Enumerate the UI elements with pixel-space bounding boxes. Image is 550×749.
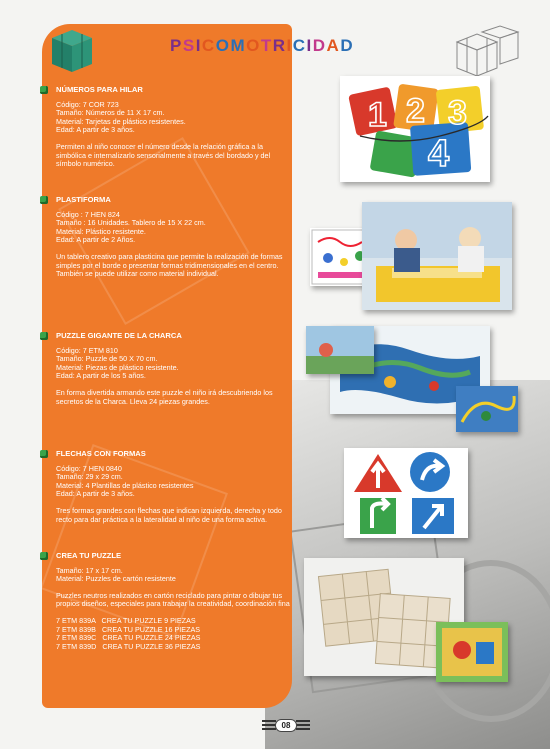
product-size: Tamaño: 29 x 29 cm. xyxy=(56,472,123,482)
product-image-puzzle-detail xyxy=(306,326,374,374)
product-heading-row xyxy=(40,450,290,459)
title-letter: D xyxy=(312,36,327,55)
product-heading: NÚMEROS PARA HILAR xyxy=(56,85,143,94)
product-description: Tres formas grandes con flechas que indican izquierda, derecha y todo recto para dar práctica a la lateralidad al niño de una forma activa. xyxy=(56,505,282,524)
title-letter: I xyxy=(286,36,293,55)
title-letter: C xyxy=(292,36,307,55)
product-heading: PUZZLE GIGANTE DE LA CHARCA xyxy=(56,331,182,340)
product-heading: PLASTIFORMA xyxy=(56,195,111,204)
title-letter: M xyxy=(230,36,247,55)
product-description: Permiten al niño conocer el número desde la relación gráfica a la simbólica e internalizarlo sensorialmente a través del bordado y del símbolo numérico. xyxy=(56,141,271,169)
page-number xyxy=(258,714,314,736)
product-material: Material: 4 Plantillas de plástico resistentes xyxy=(56,480,194,490)
title-letter: D xyxy=(340,36,355,55)
product-heading-row xyxy=(40,332,290,341)
green-cube-icon xyxy=(46,24,98,76)
product-age: Edad: A partir de los 5 años. xyxy=(56,371,146,381)
title-letter: O xyxy=(246,36,261,55)
product-age: Edad: A partir de 2 Años. xyxy=(56,235,136,245)
product-material: Material: Plástico resistente. xyxy=(56,226,146,236)
product-size: Tamaño: Puzzle de 50 X 70 cm. xyxy=(56,354,158,364)
product-image-numbers xyxy=(340,76,490,182)
product-heading-row xyxy=(40,552,290,561)
page-number-text: 08 xyxy=(275,719,298,732)
green-bullet-icon xyxy=(40,332,48,340)
title-letter: P xyxy=(170,36,183,55)
title-letter: T xyxy=(260,36,273,55)
title-letter: I xyxy=(195,36,202,55)
title-letter: S xyxy=(182,36,196,55)
product-body xyxy=(40,567,290,652)
title-letter: C xyxy=(201,36,216,55)
digit-2: 2 xyxy=(406,92,425,130)
product-section xyxy=(40,86,290,169)
green-bullet-icon xyxy=(40,86,48,94)
product-material: Material: Piezas de plástico resistente. xyxy=(56,362,179,372)
title-letter: R xyxy=(272,36,287,55)
title-letter: A xyxy=(326,36,341,55)
product-age: Edad: A partir de 3 años. xyxy=(56,125,135,135)
product-size: Tamaño: 17 x 17 cm. xyxy=(56,565,123,575)
product-material: Material: Tarjetas de plástico resistentes. xyxy=(56,116,186,126)
product-description: En forma divertida armando este puzzle el niño irá descubriendo los secretos de la Charca. Lleva 24 piezas grandes. xyxy=(56,387,273,406)
product-heading-row xyxy=(40,86,290,95)
product-variant: 7 ETM 839D CREA TU PUZZLE 36 PIEZAS xyxy=(56,641,201,651)
product-section xyxy=(40,450,290,524)
arrows-illustration xyxy=(344,448,468,538)
product-section xyxy=(40,552,290,651)
product-heading-row xyxy=(40,196,290,205)
product-section xyxy=(40,196,290,279)
digit-1: 1 xyxy=(368,96,387,134)
product-size: Tamaño: Números de 11 X 17 cm. xyxy=(56,108,165,118)
product-image-painted-puzzle xyxy=(436,622,508,682)
title-letter: O xyxy=(215,36,231,55)
numbers-illustration xyxy=(340,76,490,182)
page-title xyxy=(170,36,354,56)
product-size: Tamaño : 16 Unidades. Tablero de 15 X 22 cm. xyxy=(56,218,206,228)
digit-3: 3 xyxy=(448,94,467,132)
digit-4: 4 xyxy=(428,133,450,175)
product-section xyxy=(40,332,290,406)
product-variant: 7 ETM 839B CREA TU PUZZLE 16 PIEZAS xyxy=(56,624,201,634)
green-bullet-icon xyxy=(40,196,48,204)
product-body xyxy=(40,347,290,407)
product-description: Un tablero creativo para plasticina que permite la realización de formas simples por el borde o presentar formas tridimensionales en el centro. También se puede utilizar como material individual. xyxy=(56,251,283,279)
product-code: Código : 7 HEN 824 xyxy=(56,209,120,219)
product-code: Código: 7 HEN 0840 xyxy=(56,463,122,473)
product-material: Material: Puzzles de cartón resistente xyxy=(56,574,176,584)
product-variant: 7 ETM 839C CREA TU PUZZLE 24 PIEZAS xyxy=(56,633,201,643)
product-age: Edad: A partir de 3 años. xyxy=(56,489,135,499)
product-heading: CREA TU PUZZLE xyxy=(56,551,122,560)
painted-puzzle-illustration xyxy=(436,622,508,682)
product-code: Código: 7 COR 723 xyxy=(56,99,119,109)
product-description: Puzzles neutros realizados en cartón reciclado para pintar o dibujar tus propios diseños, especiales para trabajar la creatividad, coordinación fina xyxy=(56,590,290,609)
product-body xyxy=(40,211,290,279)
puzzle-detail-illustration xyxy=(456,386,518,432)
product-body xyxy=(40,465,290,525)
product-heading: FLECHAS CON FORMAS xyxy=(56,449,146,458)
product-body xyxy=(40,101,290,169)
puzzle-detail-illustration xyxy=(306,326,374,374)
product-image-children xyxy=(362,202,512,310)
children-illustration xyxy=(362,202,512,310)
product-image-puzzle-detail xyxy=(456,386,518,432)
product-image-arrows xyxy=(344,448,468,538)
product-code: Código: 7 ETM 810 xyxy=(56,345,118,355)
title-letter: I xyxy=(306,36,313,55)
green-bullet-icon xyxy=(40,450,48,458)
product-variant: 7 ETM 839A CREA TU PUZZLE 9 PIEZAS xyxy=(56,615,196,625)
cube-outline-icon xyxy=(452,24,522,84)
green-bullet-icon xyxy=(40,552,48,560)
